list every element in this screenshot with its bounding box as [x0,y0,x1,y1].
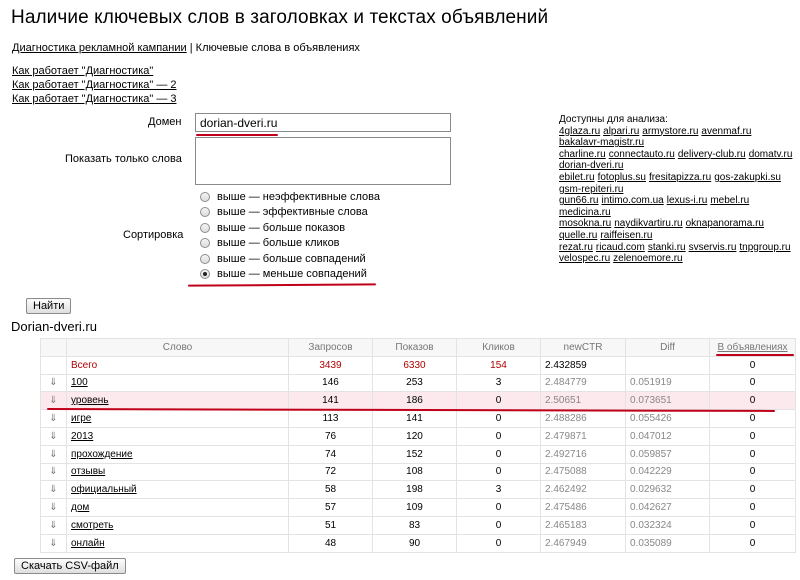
word-cell [67,374,289,392]
domain-link[interactable]: naydikvartiru.ru [614,218,683,230]
domains-header: Доступны для анализа: [559,114,668,125]
clicks-cell: 0 [457,427,541,445]
domain-label: Домен [148,116,182,128]
domains-line [559,230,799,242]
newctr-cell: 2.492716 [541,445,626,463]
column-header-diff[interactable]: Diff [626,339,710,357]
domains-line [559,207,799,219]
sort-label: Сортировка [123,229,184,241]
word-cell [67,516,289,534]
help-link-2[interactable]: Как работает "Диагностика" — 2 [12,79,177,91]
domain-link[interactable]: svservis.ru [688,241,737,253]
exclude-arrow-icon[interactable]: ⇓ [49,484,58,496]
total-label: Всего [67,356,289,374]
domain-link[interactable]: avenmaf.ru [701,125,752,137]
domain-link[interactable]: fotoplus.su [597,171,646,183]
column-header-newctr[interactable]: newCTR [541,339,626,357]
arrow-cell [41,427,67,445]
in-ads-cell: 0 [710,516,796,534]
domain-link[interactable]: charline.ru [559,148,606,160]
diff-cell: 0.032324 [626,516,710,534]
diff-cell: 0.042229 [626,463,710,481]
sort-option-more-shows[interactable]: выше — больше показов [200,220,380,236]
word-cell [67,534,289,552]
domain-link[interactable]: raiffeisen.ru [600,229,653,241]
total-requests: 3439 [289,356,373,374]
word-cell [67,392,289,410]
word-cell [67,427,289,445]
table-total-row [41,356,796,374]
requests-cell: 146 [289,374,373,392]
annotation-underline-sort [188,283,376,286]
shows-cell: 253 [373,374,457,392]
requests-cell: 113 [289,410,373,428]
domain-link[interactable]: delivery-club.ru [677,148,746,160]
word-cell [67,410,289,428]
exclude-arrow-icon[interactable]: ⇓ [49,537,58,549]
requests-cell: 57 [289,499,373,517]
domain-link[interactable]: gos-zakupki.su [714,171,781,183]
breadcrumb-separator: | [189,42,193,54]
keyword-link[interactable]: отзывы [71,466,106,478]
column-header-requests[interactable]: Запросов [289,339,373,357]
domain-link[interactable]: oknapanorama.ru [685,218,764,230]
requests-cell: 48 [289,534,373,552]
diff-cell: 0.029632 [626,481,710,499]
domains-list [559,114,799,265]
keyword-link[interactable]: игре [71,413,92,425]
arrow-cell [41,410,67,428]
total-newctr: 2.432859 [541,356,626,374]
newctr-cell: 2.50651 [541,392,626,410]
shows-cell: 141 [373,410,457,428]
domains-line [559,184,799,196]
annotation-underline-domain [196,134,278,136]
clicks-cell: 0 [457,463,541,481]
radio-icon[interactable] [200,223,210,233]
words-label: Показать только слова [65,153,182,165]
diff-cell: 0.047012 [626,427,710,445]
sort-option-ineffective[interactable]: выше — неэффективные слова [200,189,380,205]
diff-cell: 0.042627 [626,499,710,517]
sort-option-more-clicks[interactable]: выше — больше кликов [200,236,380,252]
domain-input[interactable] [195,113,451,132]
keyword-link[interactable]: уровень [71,395,109,407]
domain-link[interactable]: stanki.ru [647,241,686,253]
table-row [41,410,796,428]
newctr-cell: 2.465183 [541,516,626,534]
keyword-link[interactable]: официальный [71,484,137,496]
keyword-link[interactable]: онлайн [71,537,105,549]
arrow-cell [41,463,67,481]
shows-cell: 109 [373,499,457,517]
keyword-link[interactable]: смотреть [71,519,114,531]
exclude-arrow-icon[interactable]: ⇓ [49,430,58,442]
domain-link[interactable]: ebilet.ru [559,171,595,183]
clicks-cell: 0 [457,445,541,463]
radio-checked-icon[interactable] [200,269,210,279]
domain-link[interactable]: connectauto.ru [608,148,675,160]
arrow-cell [41,499,67,517]
domain-link[interactable]: gsm-repiteri.ru [559,183,624,195]
in-ads-cell: 0 [710,410,796,428]
total-diff [626,356,710,374]
keyword-link[interactable]: 2013 [71,430,94,442]
radio-icon[interactable] [200,238,210,248]
exclude-arrow-icon[interactable]: ⇓ [49,377,58,389]
requests-cell: 76 [289,427,373,445]
domains-line [559,160,799,172]
domains-line [559,253,799,265]
breadcrumb-current: Ключевые слова в объявлениях [195,42,360,54]
requests-cell: 58 [289,481,373,499]
shows-cell: 108 [373,463,457,481]
exclude-arrow-icon[interactable]: ⇓ [49,502,58,514]
sort-option-effective[interactable]: выше — эффективные слова [200,205,380,221]
in-ads-cell: 0 [710,534,796,552]
exclude-arrow-icon[interactable]: ⇓ [49,448,58,460]
domains-line [559,242,799,254]
table-row [41,427,796,445]
clicks-cell: 3 [457,481,541,499]
in-ads-cell: 0 [710,427,796,445]
table-row [41,392,796,410]
word-cell [67,463,289,481]
word-cell [67,445,289,463]
domains-line [559,172,799,184]
requests-cell: 72 [289,463,373,481]
keyword-link[interactable]: 100 [71,377,88,389]
newctr-cell: 2.475486 [541,499,626,517]
table-row [41,516,796,534]
domain-link[interactable]: tnpgroup.ru [739,241,791,253]
domains-line [559,218,799,230]
domain-link[interactable]: velospec.ru [559,253,611,265]
domain-link[interactable]: rezat.ru [559,241,593,253]
shows-cell: 120 [373,427,457,445]
breadcrumb-parent-link[interactable]: Диагностика рекламной кампании [12,42,187,54]
table-row [41,374,796,392]
domain-link[interactable]: bakalavr-magistr.ru [559,137,645,149]
requests-cell: 74 [289,445,373,463]
newctr-cell: 2.484779 [541,374,626,392]
arrow-cell [41,445,67,463]
column-header-shows[interactable]: Показов [373,339,457,357]
clicks-cell: 0 [457,499,541,517]
domain-link[interactable]: zelenoemore.ru [613,253,683,265]
arrow-cell [41,392,67,410]
total-clicks: 154 [457,356,541,374]
sort-option-fewer-matches[interactable]: выше — меньше совпадений [200,267,380,283]
arrow-cell [41,534,67,552]
in-ads-cell: 0 [710,374,796,392]
in-ads-cell: 0 [710,463,796,481]
domain-link[interactable]: alpari.ru [603,125,640,137]
domain-link[interactable]: fresitapizza.ru [648,171,712,183]
total-shows: 6330 [373,356,457,374]
in-ads-cell: 0 [710,392,796,410]
table-row [41,499,796,517]
diff-cell: 0.035089 [626,534,710,552]
in-ads-cell: 0 [710,445,796,463]
help-link-1[interactable]: Как работает "Диагностика" [12,65,154,77]
help-link-3[interactable]: Как работает "Диагностика" — 3 [12,93,177,105]
domain-link[interactable]: dorian-dveri.ru [559,160,624,172]
keyword-link[interactable]: прохождение [71,448,133,460]
domains-line [559,149,799,161]
column-header-in-ads[interactable]: В объявлениях [710,339,796,357]
table-row [41,481,796,499]
keyword-link[interactable]: дом [71,502,90,514]
diff-cell: 0.051919 [626,374,710,392]
shows-cell: 186 [373,392,457,410]
words-textarea[interactable] [195,137,451,185]
radio-icon[interactable] [200,192,210,202]
results-site-heading: Dorian-dveri.ru [11,319,97,334]
diff-cell: 0.059857 [626,445,710,463]
find-button[interactable]: Найти [26,298,71,314]
domain-link[interactable]: 4glaza.ru [559,125,601,137]
domain-link[interactable]: domatv.ru [748,148,793,160]
total-arrow-cell [41,356,67,374]
newctr-cell: 2.479871 [541,427,626,445]
radio-icon[interactable] [200,207,210,217]
domain-link[interactable]: intimo.com.ua [601,195,664,207]
domain-link[interactable]: mosokna.ru [559,218,612,230]
domain-link[interactable]: quelle.ru [559,229,598,241]
keywords-table [40,338,796,553]
domain-link[interactable]: lexus-i.ru [666,195,708,207]
in-ads-cell: 0 [710,481,796,499]
word-cell [67,481,289,499]
column-header-clicks[interactable]: Кликов [457,339,541,357]
diff-cell: 0.055426 [626,410,710,428]
newctr-cell: 2.467949 [541,534,626,552]
download-csv-button[interactable]: Скачать CSV-файл [14,558,126,574]
word-cell [67,499,289,517]
annotation-underline-column [716,354,794,356]
newctr-cell: 2.462492 [541,481,626,499]
table-row [41,463,796,481]
exclude-arrow-icon[interactable]: ⇓ [49,395,58,407]
diff-cell: 0.073651 [626,392,710,410]
domain-link[interactable]: mebel.ru [710,195,750,207]
domain-link[interactable]: armystore.ru [642,125,699,137]
arrow-cell [41,481,67,499]
domains-line [559,126,799,138]
domain-link[interactable]: ricaud.com [595,241,645,253]
shows-cell: 152 [373,445,457,463]
sort-option-more-matches[interactable]: выше — больше совпадений [200,251,380,267]
table-header-row [41,339,796,357]
clicks-cell: 0 [457,534,541,552]
breadcrumb [12,42,360,54]
exclude-arrow-icon[interactable]: ⇓ [49,413,58,425]
page-title: Наличие ключевых слов в заголовках и текстах объявлений [11,7,549,28]
shows-cell: 83 [373,516,457,534]
sort-options [200,189,380,282]
in-ads-cell: 0 [710,499,796,517]
table-row [41,445,796,463]
radio-icon[interactable] [200,254,210,264]
arrow-cell [41,516,67,534]
requests-cell: 51 [289,516,373,534]
total-in-ads: 0 [710,356,796,374]
newctr-cell: 2.488286 [541,410,626,428]
arrow-column-header [41,339,67,357]
clicks-cell: 0 [457,516,541,534]
domains-line [559,137,799,149]
domains-line [559,195,799,207]
shows-cell: 198 [373,481,457,499]
exclude-arrow-icon[interactable]: ⇓ [49,519,58,531]
shows-cell: 90 [373,534,457,552]
clicks-cell: 0 [457,410,541,428]
clicks-cell: 3 [457,374,541,392]
table-row [41,534,796,552]
arrow-cell [41,374,67,392]
exclude-arrow-icon[interactable]: ⇓ [49,466,58,478]
domain-link[interactable]: medicina.ru [559,206,611,218]
domain-link[interactable]: gun66.ru [559,195,599,207]
newctr-cell: 2.475088 [541,463,626,481]
clicks-cell: 0 [457,392,541,410]
help-links [12,64,177,106]
column-header-word[interactable]: Слово [67,339,289,357]
requests-cell: 141 [289,392,373,410]
